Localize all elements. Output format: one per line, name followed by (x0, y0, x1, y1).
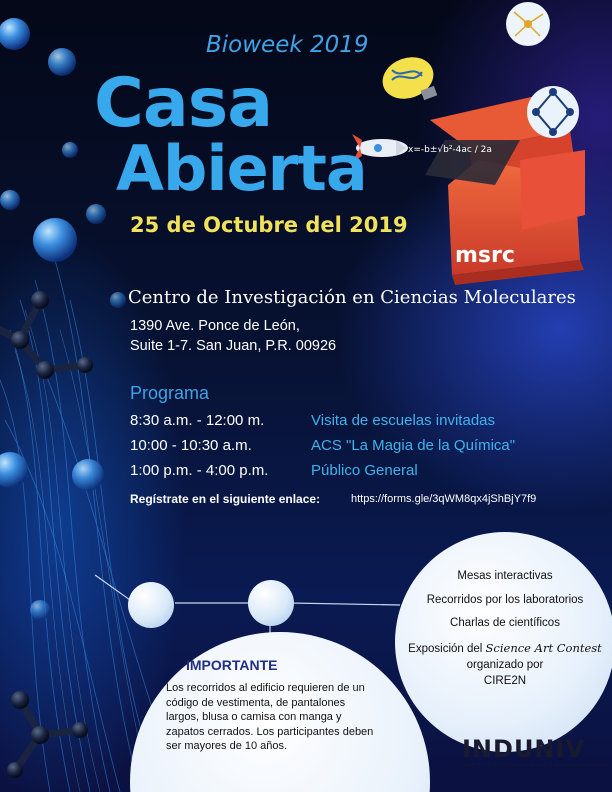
box-label: msrc (455, 243, 515, 268)
activity-item: Charlas de científicos (450, 617, 560, 629)
program-heading: Programa (130, 383, 210, 403)
bubble-small-middle (248, 580, 294, 626)
title-line-1: Casa (94, 64, 273, 143)
exhibit-italic: Science Art Contest (485, 641, 602, 655)
exhibit-org: CIRE2N (483, 675, 527, 687)
important-title: IMPORTANTE (186, 657, 278, 673)
activity-item: Mesas interactivas (457, 570, 553, 582)
exhibit-prefix: Exposición del (408, 643, 486, 655)
program-time-3: 1:00 p.m. - 4:00 p.m. (130, 462, 269, 479)
title-line-2: Abierta (116, 132, 367, 205)
program-time-1: 8:30 a.m. - 12:00 m. (130, 412, 265, 429)
program-activity-2: ACS "La Magia de la Química" (311, 437, 516, 454)
program-activity-1: Visita de escuelas invitadas (311, 412, 495, 429)
registration-label: Regístrate en el siguiente enlace: (130, 492, 321, 506)
venue-address-line-2: Suite 1-7. San Juan, P.R. 00926 (130, 338, 337, 354)
atom-icon (527, 86, 579, 138)
program-activity-3: Público General (311, 462, 418, 479)
lightbulb-icon (377, 50, 440, 105)
formula-text: x=-b±√b²-4ac / 2a (408, 145, 492, 155)
bubble-small-left (128, 582, 174, 628)
program-time-2: 10:00 - 10:30 a.m. (130, 437, 252, 454)
venue-name: Centro de Investigación en Ciencias Moleculares (128, 287, 576, 308)
exhibit-suffix: organizado por (466, 659, 544, 671)
activity-exhibit (395, 640, 612, 689)
event-date: 25 de Octubre del 2019 (130, 213, 408, 237)
logo-tagline: INSTITUTO INTERDISCIPLINARIO Y MULTIDISCIPLINARIO (462, 762, 610, 767)
venue-address-line-1: 1390 Ave. Ponce de León, (130, 318, 300, 334)
registration-link[interactable]: https://forms.gle/3qWM8qx4jShBjY7f9 (351, 493, 537, 505)
activity-item: Recorridos por los laboratorios (426, 594, 584, 606)
logo-name: INDUNIV (462, 735, 586, 763)
event-series: Bioweek 2019 (206, 32, 369, 58)
important-text: Los recorridos al edificio requieren de un código de vestimenta, de pantalones largos, blusa o camisa con manga y zapatos cerrados. Los participantes deben ser mayores de 10 años. (166, 682, 374, 752)
neuron-icon (506, 2, 550, 46)
